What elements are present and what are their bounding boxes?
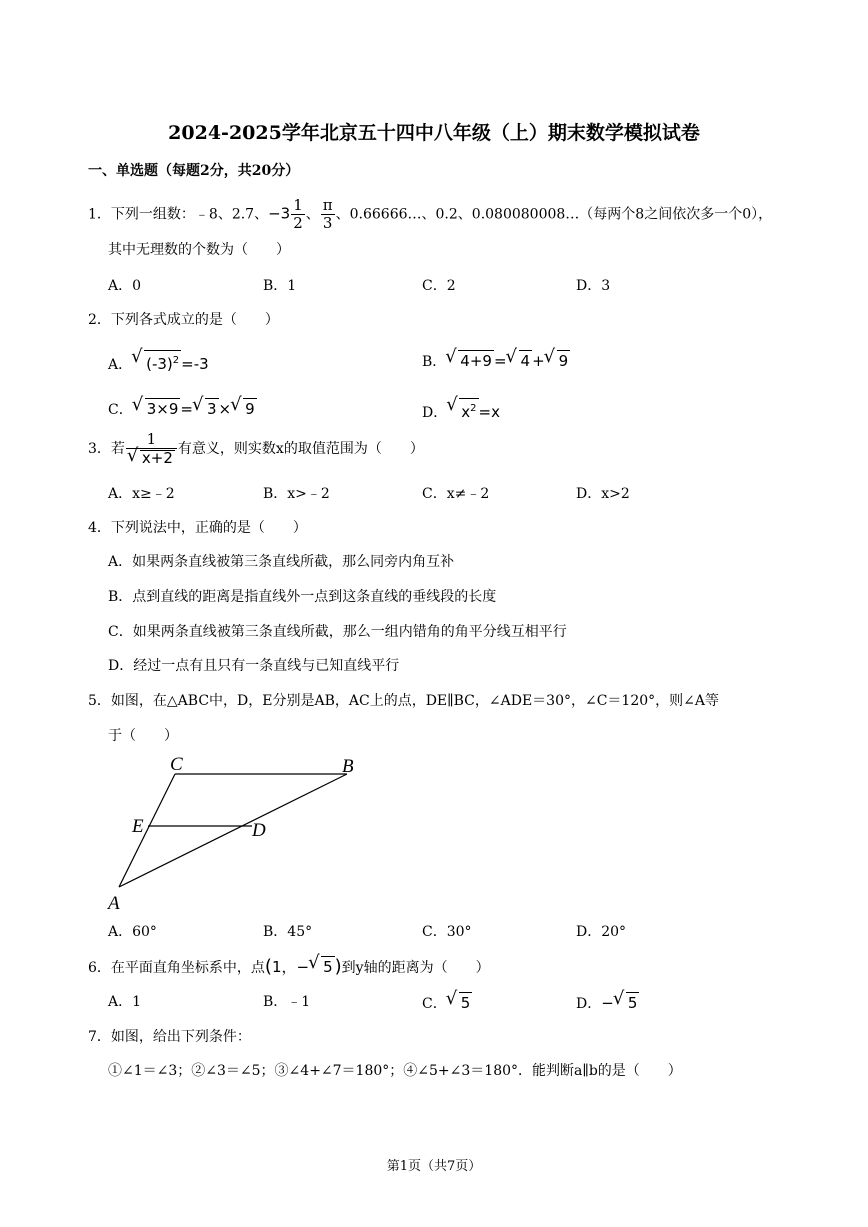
q1-suffix: 、0.66666…、0.2、0.080080008…（每两个8之间依次多一个0）， — [335, 206, 773, 223]
question-7-stem: 7．如图，给出下列条件： — [88, 1029, 251, 1045]
question-6-stem: 6．在平面直角坐标系中，点(1，−√ 5 )到y轴的距离为（ ） — [88, 956, 490, 978]
question-1-line-2: 其中无理数的个数为（ ） — [108, 242, 290, 258]
sqrt-symbol: √ 3×9 — [135, 398, 181, 419]
q1-pi-fraction: $\frac{\pi}{3}$ — [322, 196, 333, 232]
question-5-line-2: 于（ ） — [108, 728, 178, 744]
q4-option-d[interactable]: D．经过一点有且只有一条直线与已知直线平行 — [108, 658, 400, 674]
q5-option-a[interactable]: A．60° — [108, 924, 157, 940]
q1-mixed-fraction: $\frac{1}{2}$ — [293, 196, 303, 232]
question-5-line-1: 5．如图，在△ABC中，D，E分别是AB，AC上的点，DE∥BC，∠ADE＝30°，∠C＝120°，则∠A等 — [88, 693, 719, 709]
segment-ab — [119, 774, 347, 887]
sqrt-symbol: √ $x^2$ — [449, 398, 478, 422]
q3-option-d[interactable]: D．x>2 — [576, 486, 630, 502]
page-footer: 第1页（共7页） — [386, 1159, 482, 1174]
triangle-figure — [100, 752, 370, 917]
q3-fraction: 1 √ x+2 — [126, 432, 177, 466]
sqrt-symbol: √ 5 — [449, 992, 473, 1013]
sqrt-symbol: √ x+2 — [130, 450, 175, 466]
q3-option-a[interactable]: A．x≥﹣2 — [108, 486, 175, 502]
sqrt-symbol: √ 3 — [195, 398, 219, 419]
q1-prefix: 1．下列一组数：﹣8、2.7、 — [88, 206, 269, 223]
q2-option-a[interactable]: A．√ $(-3)^2 =-3$ — [108, 350, 209, 375]
question-2-stem: 2．下列各式成立的是（ ） — [88, 312, 279, 328]
sqrt-symbol: √ 9 — [547, 350, 571, 371]
q1-mixed-sign: −3 — [268, 204, 291, 223]
q3-option-b[interactable]: B．x>﹣2 — [263, 486, 330, 502]
label-d: D — [252, 820, 266, 841]
q6-option-b[interactable]: B．﹣1 — [263, 994, 311, 1010]
page-title: 2024-2025学年北京五十四中八年级（上）期末数学模拟试卷 — [168, 122, 700, 144]
sqrt-symbol: √ $(-3)^2$ — [134, 350, 181, 374]
q6-option-c[interactable]: C．√ 5 — [422, 992, 472, 1014]
q4-option-a[interactable]: A．如果两条直线被第三条直线所截，那么同旁内角互补 — [108, 554, 455, 570]
sqrt-symbol: √ 4 — [509, 350, 533, 371]
q2-option-c[interactable]: C．√ 3×9 =√ 3 ×√ 9 — [108, 398, 257, 420]
q1-option-b[interactable]: B．1 — [263, 278, 297, 294]
q5-option-d[interactable]: D．20° — [576, 924, 627, 940]
label-e: E — [132, 816, 144, 837]
q4-option-c[interactable]: C．如果两条直线被第三条直线所截，那么一组内错角的角平分线互相平行 — [108, 624, 567, 640]
sqrt-symbol: √ 4+9 — [448, 350, 494, 371]
q6-option-d[interactable]: D．−√ 5 — [576, 992, 639, 1014]
question-1-line-1: 1．下列一组数：﹣8、2.7、−3 $\frac{1}{2}$ 、 $\frac{\pi}{3}$ 、0.66666…、0.2、0.080080008…（每两个8之间依次多一个0）， — [88, 196, 773, 232]
sqrt-symbol: √ 5 — [311, 956, 335, 977]
q2-option-b[interactable]: B．√ 4+9 =√ 4 +√ 9 — [422, 350, 570, 372]
section-heading: 一、单选题（每题2分，共20分） — [88, 163, 300, 179]
label-b: B — [342, 756, 354, 777]
q4-option-b[interactable]: B．点到直线的距离是指直线外一点到这条直线的垂线段的长度 — [108, 589, 497, 605]
sqrt-symbol: √ 5 — [616, 992, 640, 1013]
q1-option-c[interactable]: C．2 — [422, 278, 456, 294]
question-4-stem: 4．下列说法中，正确的是（ ） — [88, 520, 307, 536]
question-3-stem: 3．若 1 √ x+2 有意义，则实数x的取值范围为（ ） — [88, 432, 424, 466]
q5-option-b[interactable]: B．45° — [263, 924, 313, 940]
q6-option-a[interactable]: A．1 — [108, 994, 142, 1010]
label-a: A — [108, 893, 120, 914]
label-c: C — [170, 754, 183, 775]
sqrt-symbol: √ 9 — [233, 398, 257, 419]
question-7-conditions: ①∠1＝∠3；②∠3＝∠5；③∠4+∠7＝180°；④∠5+∠3＝180°．能判断a∥b的是（ ） — [108, 1063, 682, 1079]
q1-option-a[interactable]: A．0 — [108, 278, 142, 294]
q1-option-d[interactable]: D．3 — [576, 278, 611, 294]
q5-option-c[interactable]: C．30° — [422, 924, 472, 940]
q3-option-c[interactable]: C．x≠﹣2 — [422, 486, 490, 502]
segment-ca — [119, 774, 175, 887]
q2-option-d[interactable]: D．√ $x^2 =x$ — [422, 398, 500, 423]
